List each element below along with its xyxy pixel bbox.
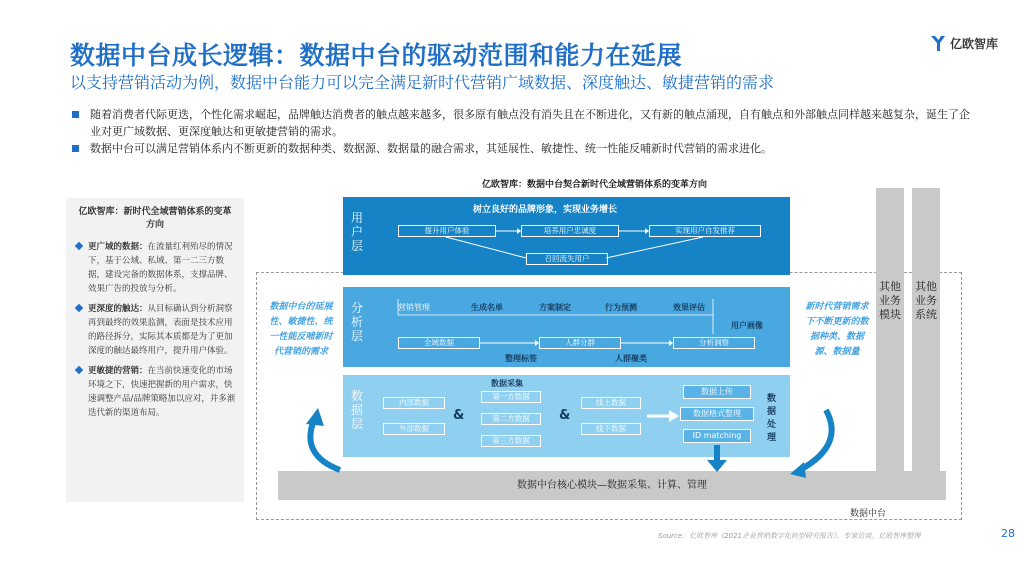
side-item-head: 更深度的触达： [88,304,148,314]
logo-text: 亿欧智库 [950,36,999,51]
step-generate-list: 生成名单 [471,303,503,312]
step-predict: 行为预测 [605,303,637,312]
down-arrow-head [707,460,727,472]
right-note: 新时代营销需求下不断更新的数据种类、数据源、数据量 [805,302,869,357]
ampersand-2: & [559,408,571,423]
self-recommend-box: 实现用户自发推荐 [649,225,761,237]
side-item-body: 在流量红利殆尽的情况下，基于公域、私域、第一二三方数据，建设完备的数据体系，支撑品牌、效果广告的投放与分析。 [88,242,233,294]
analysis-layer-name: 分析层 [351,301,364,343]
first-party-data-box: 第一方数据 [481,391,541,403]
data-process-label: 数据处理 [767,394,777,443]
third-party-data-box: 第三方数据 [481,435,541,447]
format-box: 数据格式整理 [680,407,754,421]
user-layer-name: 用户层 [351,211,364,253]
insight-box: 分析洞察 [673,337,755,349]
internal-data-box: 内部数据 [383,397,445,409]
label-tags: 整理标签 [505,354,537,363]
upload-box: 数据上传 [683,385,751,399]
left-curved-arrow [310,420,340,470]
bullet-text: 数据中台可以满足营销体系内不断更新的数据种类、数据源、数据量的融合需求，其延展性、敏捷性、统一性能反哺新时代营销的需求进化。 [90,142,772,155]
other-business-module-label: 其他业务模块 [879,280,901,321]
second-party-data-box: 第二方数据 [481,413,541,425]
page-number: 28 [1001,527,1015,540]
crowd-segment-box: 人群分群 [539,337,621,349]
core-module-bar: 数据中台核心模块—数据采集、计算、管理 [278,471,946,500]
step-plan: 方案制定 [539,303,571,312]
data-collect-label: 数据采集 [491,379,523,388]
ampersand-1: & [453,408,465,423]
diagram-title: 亿欧智库：数据中台契合新时代全域营销体系的变革方向 [482,180,708,190]
loyalty-box: 培养用户忠诚度 [521,225,619,237]
external-data-box: 外部数据 [383,423,445,435]
id-matching-box: ID matching [683,429,751,443]
offline-data-box: 线下数据 [581,423,641,435]
side-item-body: 从目标确认到分析洞察再到最终的效果监测，表面是技术应用的路径拆分，实际其本质都是为了更加深度的触达最终用户，提升用户体验。 [88,304,233,356]
side-item-body: 在当前快速变化的市场环境之下，快速把握新的用户需求，快速调整产品/品牌策略加以应对，并多渐迭代新的渠道布局。 [88,366,236,418]
label-user-profile: 用户画像 [731,321,763,330]
user-layer-banner: 树立良好的品牌形象，实现业务增长 [473,205,618,215]
side-panel-title: 亿欧智库：新时代全域营销体系的变革方向 [78,207,232,230]
right-curved-arrow [800,410,832,470]
data-layer-name: 数据层 [351,389,364,431]
recall-users-box: 召回流失用户 [526,253,608,265]
source-note: Source：亿欧智库《2021企业营销数字化转型研究报告》、专家访谈、亿欧智库整理 [658,532,921,540]
bullet-text: 随着消费者代际更迭，个性化需求崛起，品牌触达消费者的触点越来越多，很多原有触点没有消失且在不断进化，又有新的触点涌现，自有触点和外部触点同样越来越复杂，诞生了企业对更广域数据、更深度触达和更敏捷营销的需求。 [90,108,970,138]
side-item-head: 更广域的数据： [88,242,148,252]
page-title: 数据中台成长逻辑：数据中台的驱动范围和能力在延展 [70,41,683,70]
improve-experience-box: 提升用户体验 [398,225,496,237]
step-marketing: 营销管理 [398,303,430,312]
down-arrow-shaft [714,445,720,461]
page-subtitle: 以支持营销活动为例，数据中台能力可以完全满足新时代营销广域数据、深度触达、敏捷营销的需求 [70,73,775,92]
step-evaluate: 效果评估 [673,303,705,312]
online-data-box: 线上数据 [581,397,641,409]
side-item-head: 更敏捷的营销： [88,366,148,376]
all-domain-data-box: 全域数据 [398,337,480,349]
left-note: 数据中台的延展性、敏捷性、统一性能反哺新时代营销的需求 [269,302,333,357]
core-label: 数据中台 [850,509,887,519]
label-cluster: 人群聚类 [615,354,647,363]
other-business-system-label: 其他业务系统 [915,280,937,321]
